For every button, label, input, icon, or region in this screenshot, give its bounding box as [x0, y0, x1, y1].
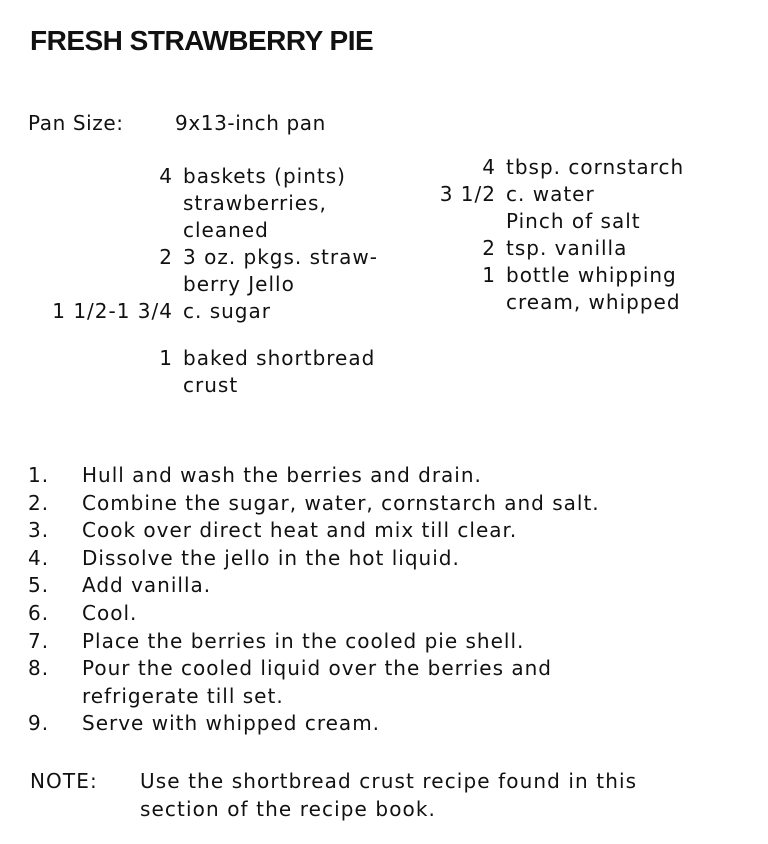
step-text: Pour the cooled liquid over the berries and refrigerate till set.: [82, 656, 552, 708]
ingredient-quantity: 1: [482, 263, 496, 287]
instruction-step: [28, 490, 600, 518]
step-number: 4.: [28, 545, 50, 570]
step-text: Serve with whipped cream.: [82, 711, 381, 736]
recipe-title: FRESH STRAWBERRY PIE: [30, 25, 374, 56]
ingredient-quantity: 2: [159, 245, 173, 269]
pan-size-label: Pan Size:: [28, 111, 124, 135]
step-text: Place the berries in the cooled pie shell.: [82, 628, 525, 653]
ingredient-item: [400, 262, 684, 316]
ingredient-item: [0, 244, 378, 298]
instruction-step: [28, 545, 600, 573]
ingredient-item: [0, 298, 378, 325]
note-label: NOTE:: [30, 769, 98, 793]
pan-size-value: 9x13-inch pan: [175, 111, 326, 135]
ingredients-right-column: [400, 154, 684, 316]
step-text: Add vanilla.: [82, 573, 212, 598]
ingredient-item: [400, 208, 684, 235]
step-text: Cool.: [82, 600, 138, 625]
ingredient-item: [400, 154, 684, 181]
ingredient-item: [400, 181, 684, 208]
step-text: Hull and wash the berries and drain.: [82, 463, 482, 487]
instruction-step: [28, 600, 600, 628]
instruction-step: [28, 462, 600, 490]
ingredient-item: [0, 163, 378, 244]
ingredient-description: baskets (pints) strawberries, cleaned: [183, 164, 346, 242]
ingredient-quantity: 2: [482, 236, 496, 260]
recipe-note: [30, 767, 637, 823]
ingredient-quantity: 4: [482, 155, 496, 179]
instruction-step: [28, 628, 600, 656]
instruction-step: [28, 655, 600, 710]
note-text: Use the shortbread crust recipe found in this section of the recipe book.: [140, 769, 638, 821]
ingredient-description: Pinch of salt: [506, 209, 641, 233]
step-text: Combine the sugar, water, cornstarch and salt.: [82, 490, 600, 515]
ingredient-description: c. water: [506, 182, 595, 206]
step-number: 2.: [28, 490, 50, 515]
ingredient-description: tbsp. cornstarch: [506, 155, 685, 179]
instruction-step: [28, 572, 600, 600]
ingredient-quantity: [400, 208, 506, 235]
step-text: Dissolve the jello in the hot liquid.: [82, 545, 460, 570]
ingredient-description: tsp. vanilla: [506, 236, 628, 260]
ingredient-quantity: 1: [159, 346, 173, 370]
ingredient-item: [400, 235, 684, 262]
step-number: 3.: [28, 518, 50, 543]
step-number: 6.: [28, 600, 50, 625]
ingredient-description: c. sugar: [183, 299, 271, 323]
instruction-list: [28, 462, 600, 738]
ingredient-quantity: 3 1/2: [439, 182, 496, 206]
ingredient-quantity: 4: [159, 164, 173, 188]
ingredient-description: baked shortbread crust: [183, 346, 376, 397]
step-number: 5.: [28, 573, 50, 598]
step-number: 8.: [28, 656, 50, 681]
ingredient-description: bottle whipping cream, whipped: [506, 263, 681, 314]
step-number: 9.: [28, 711, 50, 736]
step-text: Cook over direct heat and mix till clear.: [82, 518, 518, 543]
instruction-step: [28, 710, 600, 738]
ingredient-item: [0, 345, 378, 399]
pan-size: [28, 111, 326, 135]
ingredient-quantity: 1 1/2-1 3/4: [52, 299, 173, 323]
ingredient-description: 3 oz. pkgs. straw- berry Jello: [183, 245, 378, 296]
instruction-step: [28, 517, 600, 545]
step-number: 1.: [28, 463, 50, 487]
ingredients-left-column: [0, 163, 378, 399]
step-number: 7.: [28, 628, 50, 653]
